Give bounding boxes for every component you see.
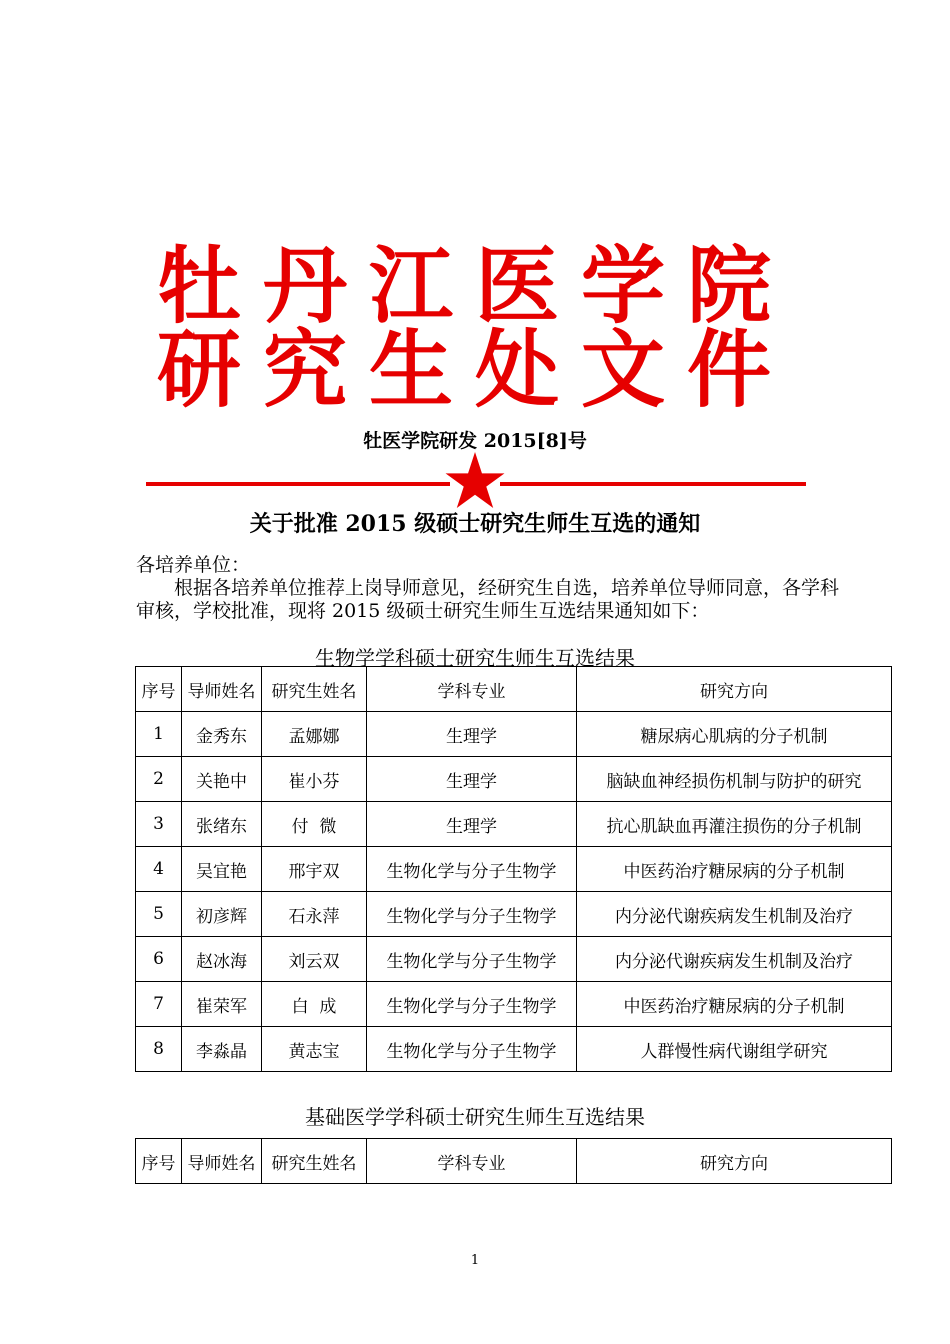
column-header: 序号 — [136, 1139, 182, 1184]
table-cell: 金秀东 — [182, 712, 262, 757]
table-header-row — [136, 667, 892, 712]
table-header-row — [136, 1139, 892, 1184]
column-header: 导师姓名 — [182, 1139, 262, 1184]
table-cell: 中医药治疗糖尿病的分子机制 — [577, 847, 892, 892]
red-separator-left — [146, 482, 450, 486]
table-cell: 脑缺血神经损伤机制与防护的研究 — [577, 757, 892, 802]
table-cell: 邢宇双 — [262, 847, 367, 892]
table-row — [136, 892, 892, 937]
table-cell: 孟娜娜 — [262, 712, 367, 757]
table-cell: 吴宜艳 — [182, 847, 262, 892]
header-org-name: 牡丹江医学院 — [156, 237, 793, 335]
results-table-basic-medicine — [135, 1138, 892, 1184]
table-cell: 生物化学与分子生物学 — [367, 847, 577, 892]
table-cell: 刘云双 — [262, 937, 367, 982]
table-cell: 白 成 — [262, 982, 367, 1027]
header-doc-type: 研究生处文件 — [156, 321, 793, 419]
table-cell: 赵冰海 — [182, 937, 262, 982]
column-header: 导师姓名 — [182, 667, 262, 712]
table-cell: 2 — [136, 757, 182, 802]
column-header: 研究生姓名 — [262, 667, 367, 712]
notice-body: 根据各培养单位推荐上岗导师意见，经研究生自选，培养单位导师同意，各学科审核，学校批准，现将 2015 级硕士研究生师生互选结果通知如下： — [136, 577, 840, 622]
table-cell: 付 微 — [262, 802, 367, 847]
table-cell: 7 — [136, 982, 182, 1027]
table-cell: 生理学 — [367, 712, 577, 757]
table-cell: 石永萍 — [262, 892, 367, 937]
table-cell: 糖尿病心肌病的分子机制 — [577, 712, 892, 757]
table-row — [136, 802, 892, 847]
table-cell: 生物化学与分子生物学 — [367, 1027, 577, 1072]
table-row — [136, 712, 892, 757]
red-separator-right — [500, 482, 806, 486]
table-row — [136, 982, 892, 1027]
table-cell: 张绪东 — [182, 802, 262, 847]
table-cell: 生物化学与分子生物学 — [367, 982, 577, 1027]
greeting: 各培养单位： — [136, 554, 251, 576]
column-header: 研究方向 — [577, 1139, 892, 1184]
column-header: 研究方向 — [577, 667, 892, 712]
table-cell: 崔荣军 — [182, 982, 262, 1027]
table-cell: 内分泌代谢疾病发生机制及治疗 — [577, 937, 892, 982]
table-cell: 8 — [136, 1027, 182, 1072]
red-star-icon — [445, 452, 505, 508]
table-cell: 1 — [136, 712, 182, 757]
table-cell: 李淼晶 — [182, 1027, 262, 1072]
table-cell: 抗心肌缺血再灌注损伤的分子机制 — [577, 802, 892, 847]
table-cell: 生理学 — [367, 757, 577, 802]
table-cell: 5 — [136, 892, 182, 937]
table-cell: 人群慢性病代谢组学研究 — [577, 1027, 892, 1072]
column-header: 学科专业 — [367, 1139, 577, 1184]
table-cell: 生物化学与分子生物学 — [367, 892, 577, 937]
table-row — [136, 1027, 892, 1072]
table-cell: 4 — [136, 847, 182, 892]
table-cell: 黄志宝 — [262, 1027, 367, 1072]
table-row — [136, 937, 892, 982]
column-header: 研究生姓名 — [262, 1139, 367, 1184]
column-header: 学科专业 — [367, 667, 577, 712]
table-row — [136, 757, 892, 802]
column-header: 序号 — [136, 667, 182, 712]
page-number: 1 — [470, 1253, 480, 1268]
table-cell: 生理学 — [367, 802, 577, 847]
table-cell: 内分泌代谢疾病发生机制及治疗 — [577, 892, 892, 937]
table-cell: 3 — [136, 802, 182, 847]
table-caption-basic-medicine: 基础医学学科硕士研究生师生互选结果 — [305, 1105, 645, 1129]
table-cell: 初彦辉 — [182, 892, 262, 937]
table-cell: 崔小芬 — [262, 757, 367, 802]
notice-title: 关于批准 2015 级硕士研究生师生互选的通知 — [249, 511, 701, 537]
table-cell: 中医药治疗糖尿病的分子机制 — [577, 982, 892, 1027]
table-row — [136, 847, 892, 892]
table-cell: 关艳中 — [182, 757, 262, 802]
table-cell: 6 — [136, 937, 182, 982]
table-cell: 生物化学与分子生物学 — [367, 937, 577, 982]
results-table-biology — [135, 666, 892, 1072]
document-number: 牡医学院研发 2015[8]号 — [363, 430, 587, 452]
table-caption-biology: 生物学学科硕士研究生师生互选结果 — [315, 646, 635, 670]
